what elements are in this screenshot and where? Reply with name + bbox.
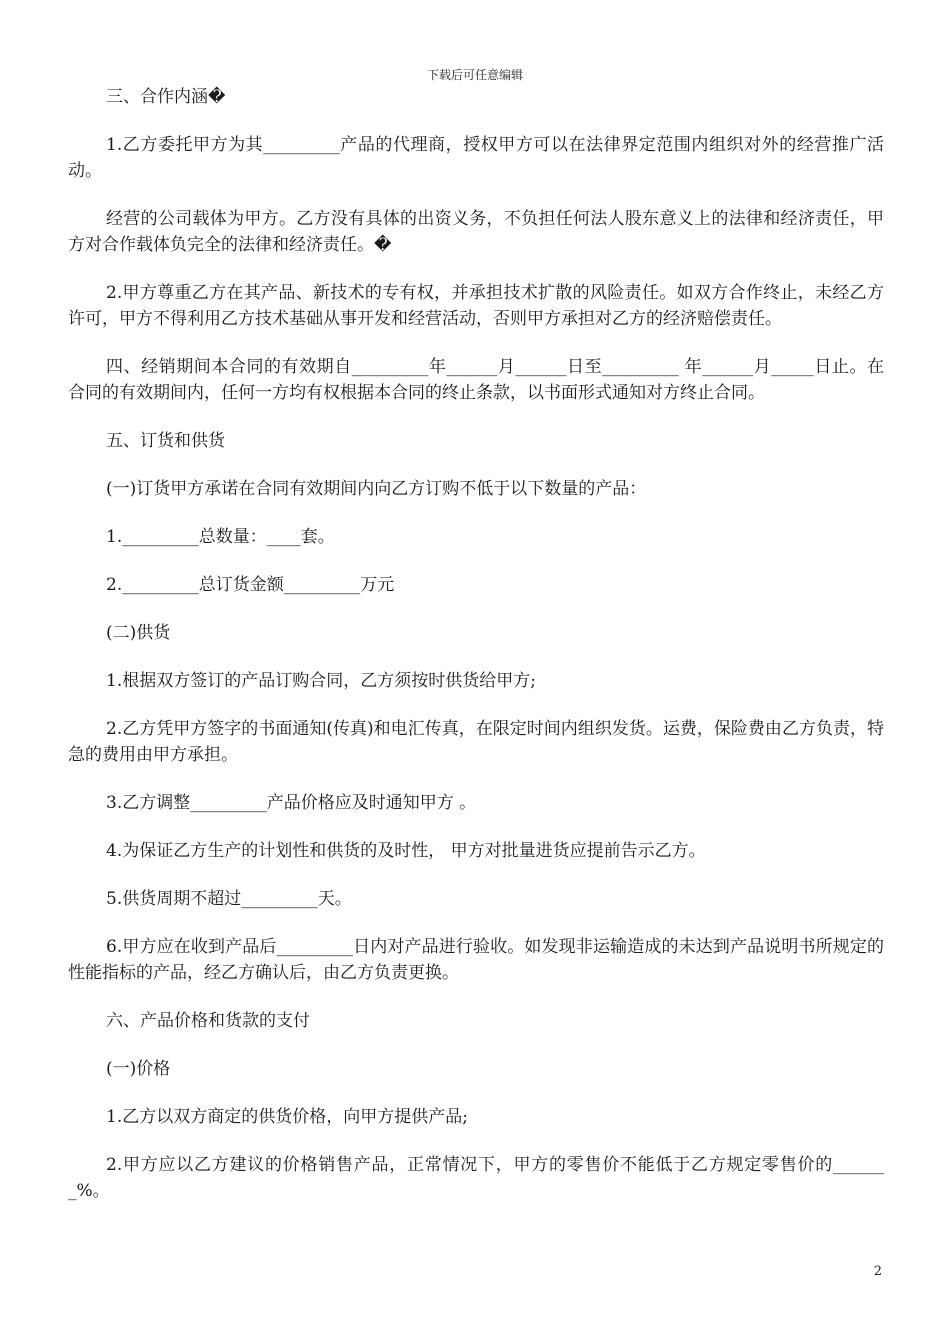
clause-agency-authorization: 1.乙方委托甲方为其_________产品的代理商，授权甲方可以在法律界定范围内组织对外的经营推广活动。 bbox=[68, 135, 884, 181]
clause-supply-price: 1.乙方以双方商定的供货价格，向甲方提供产品; bbox=[106, 1107, 468, 1127]
section-heading-ordering: 五、订货和供货 bbox=[106, 431, 225, 451]
clause-total-amount: 2._________总订货金额_________万元 bbox=[106, 575, 395, 595]
clause-price-adjustment: 3.乙方调整_________产品价格应及时通知甲方 。 bbox=[106, 793, 477, 813]
subsection-price: (一)价格 bbox=[106, 1059, 171, 1079]
clause-company-carrier: 经营的公司载体为甲方。乙方没有具体的出资义务，不负担任何法人股东意义上的法律和经济责任，甲方对合作载体负完全的法律和经济责任。� bbox=[68, 209, 884, 255]
section-heading-cooperation: 三、合作内涵� bbox=[106, 87, 226, 107]
document-body bbox=[68, 84, 884, 1226]
section-heading-pricing: 六、产品价格和货款的支付 bbox=[106, 1011, 310, 1031]
header-note: 下载后可任意编辑 bbox=[426, 68, 523, 82]
clause-total-quantity: 1._________总数量：____套。 bbox=[106, 527, 335, 547]
subsection-supply: (二)供货 bbox=[106, 623, 171, 643]
page-number: 2 bbox=[873, 1264, 882, 1279]
clause-retail-price: 2.甲方应以乙方建议的价格销售产品，正常情况下，甲方的零售价不能低于乙方规定零售价的_______%。 bbox=[68, 1155, 884, 1201]
section-heading-term: 四、经销期间本合同的有效期自_________年______月______日至_________ 年______月_____日止。在合同的有效期间内，任何一方均有权根据本合同的终止条款，以书面形式通知对方终止合同。 bbox=[68, 357, 884, 403]
clause-technology-rights: 2.甲方尊重乙方在其产品、新技术的专有权，并承担技术扩散的风险责任。如双方合作终止，未经乙方许可，甲方不得利用乙方技术基础从事开发和经营活动，否则甲方承担对乙方的经济赔偿责任。 bbox=[68, 283, 884, 329]
clause-advance-notice: 4.为保证乙方生产的计划性和供货的及时性， 甲方对批量进货应提前告示乙方。 bbox=[106, 841, 706, 861]
clause-supply-cycle: 5.供货周期不超过_________天。 bbox=[106, 889, 352, 909]
clause-shipping-costs: 2.乙方凭甲方签字的书面通知(传真)和电汇传真，在限定时间内组织发货。运费，保险费由乙方负责，特急的费用由甲方承担。 bbox=[68, 719, 884, 765]
subsection-ordering: (一)订货甲方承诺在合同有效期间内向乙方订购不低于以下数量的产品： bbox=[106, 479, 647, 499]
clause-inspection: 6.甲方应在收到产品后_________日内对产品进行验收。如发现非运输造成的未达到产品说明书所规定的性能指标的产品，经乙方确认后，由乙方负责更换。 bbox=[68, 937, 884, 983]
clause-supply-on-time: 1.根据双方签订的产品订购合同，乙方须按时供货给甲方; bbox=[106, 671, 536, 691]
